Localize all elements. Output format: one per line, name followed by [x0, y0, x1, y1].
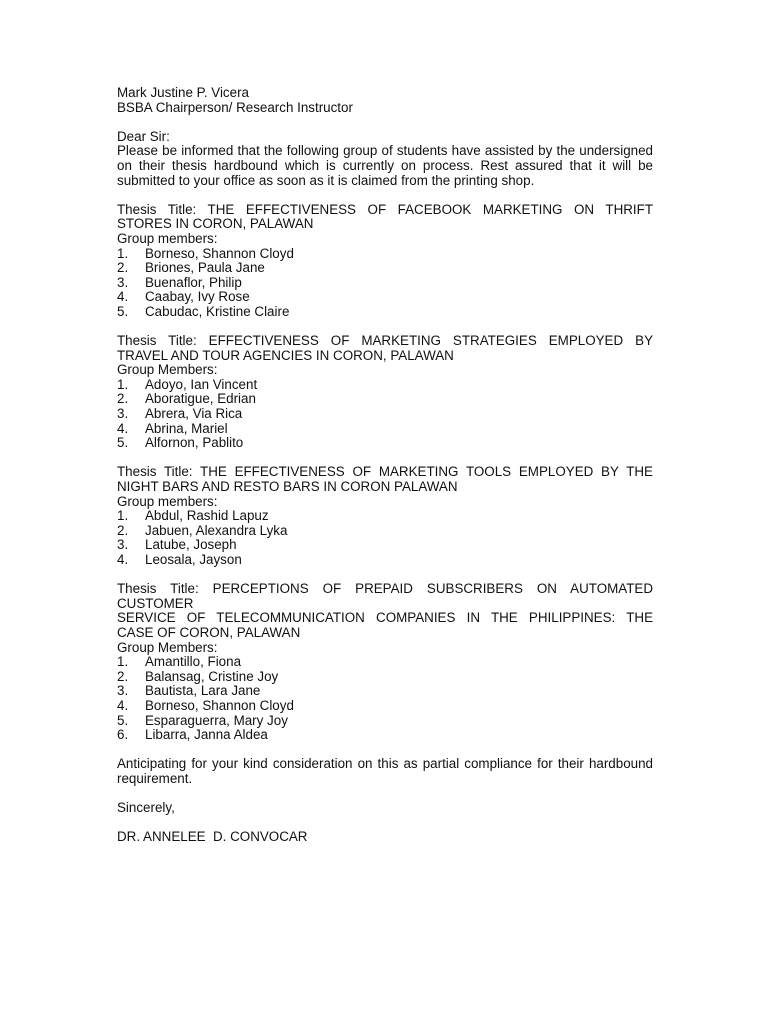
item-number: 4. [117, 552, 129, 567]
member-name: Amantillo, Fiona [145, 654, 242, 670]
item-number: 1. [117, 245, 129, 261]
thesis-section [117, 465, 653, 567]
member-name: Borneso, Shannon Cloyd [145, 245, 294, 261]
list-item [117, 524, 653, 539]
member-name: Bautista, Lara Jane [145, 683, 261, 699]
item-number: 3. [117, 537, 129, 553]
item-number: 6. [117, 727, 129, 743]
recipient-title: BSBA Chairperson/ Research Instructor [117, 99, 353, 115]
list-item [117, 305, 653, 320]
list-item [117, 538, 653, 553]
recipient-name: Mark Justine P. Vicera [117, 85, 249, 100]
list-item [117, 247, 653, 262]
item-number: 2. [117, 668, 129, 684]
member-name: Latube, Joseph [145, 537, 237, 553]
list-item [117, 422, 653, 437]
group-members-label: Group Members: [117, 362, 218, 378]
thesis-section [117, 203, 653, 320]
member-name: Briones, Paula Jane [145, 260, 265, 276]
item-number: 5. [117, 435, 129, 451]
item-number: 1. [117, 654, 129, 670]
member-name: Abrina, Mariel [145, 420, 228, 436]
list-item [117, 699, 653, 714]
thesis-title-line: Thesis Title: THE EFFECTIVENESS OF MARKETING TOOLS EMPLOYED BY THE [117, 464, 653, 480]
item-number: 4. [117, 420, 129, 436]
item-number: 4. [117, 289, 129, 305]
list-item [117, 436, 653, 451]
recipient-block [117, 86, 653, 115]
item-number: 4. [117, 697, 129, 713]
members-list [117, 247, 653, 320]
signatory-name: DR. ANNELEE D. CONVOCAR [117, 829, 308, 845]
thesis-title-line: TRAVEL AND TOUR AGENCIES IN CORON, PALAWAN [117, 347, 454, 363]
spacer [117, 115, 653, 130]
members-list [117, 378, 653, 451]
item-number: 3. [117, 274, 129, 290]
member-name: Alfornon, Pablito [145, 435, 244, 451]
list-item [117, 714, 653, 729]
salutation: Dear Sir: [117, 128, 170, 144]
list-item [117, 407, 653, 422]
member-name: Cabudac, Kristine Claire [145, 303, 290, 319]
thesis-title-line: Thesis Title: THE EFFECTIVENESS OF FACEBOOK MARKETING ON THRIFT [117, 201, 653, 217]
thesis-title-line: CUSTOMER [117, 595, 194, 611]
member-name: Abdul, Rashid Lapuz [145, 508, 269, 524]
list-item [117, 378, 653, 393]
item-number: 5. [117, 712, 129, 728]
thesis-section [117, 582, 653, 743]
list-item [117, 728, 653, 743]
thesis-title-line: CASE OF CORON, PALAWAN [117, 624, 301, 640]
member-name: Buenaflor, Philip [145, 274, 242, 290]
group-members-label: Group Members: [117, 639, 218, 655]
list-item [117, 392, 653, 407]
item-number: 2. [117, 260, 129, 276]
member-name: Jabuen, Alexandra Lyka [145, 522, 288, 538]
list-item [117, 290, 653, 305]
list-item [117, 509, 653, 524]
member-name: Balansag, Cristine Joy [145, 668, 279, 684]
item-number: 3. [117, 406, 129, 422]
signoff: Sincerely, [117, 800, 175, 816]
member-name: Adoyo, Ian Vincent [145, 376, 258, 392]
group-members-label: Group members: [117, 230, 218, 246]
item-number: 2. [117, 522, 129, 538]
list-item [117, 655, 653, 670]
members-list [117, 509, 653, 567]
group-members-label: Group members: [117, 493, 218, 509]
thesis-title-line: Thesis Title: PERCEPTIONS OF PREPAID SUBSCRIBERS ON AUTOMATED [117, 581, 653, 597]
thesis-title-line: NIGHT BARS AND RESTO BARS IN CORON PALAWAN [117, 479, 458, 495]
thesis-section [117, 334, 653, 451]
member-name: Leosala, Jayson [145, 552, 242, 567]
intro-paragraph: Please be informed that the following group of students have assisted by the undersigned on their thesis hardbound which is currently on process. Rest assured that it will be submitted to your office as soon as it is claimed from the printing shop. [117, 143, 657, 188]
member-name: Aboratigue, Edrian [145, 391, 256, 407]
member-name: Esparaguerra, Mary Joy [145, 712, 288, 728]
list-item [117, 276, 653, 291]
list-item [117, 261, 653, 276]
item-number: 3. [117, 683, 129, 699]
list-item [117, 684, 653, 699]
closing-paragraph: Anticipating for your kind consideration on this as partial compliance for their hardbound requirement. [117, 756, 657, 786]
member-name: Abrera, Via Rica [145, 406, 243, 422]
list-item [117, 553, 653, 568]
thesis-title-line: SERVICE OF TELECOMMUNICATION COMPANIES IN THE PHILIPPINES: THE [117, 610, 653, 626]
item-number: 2. [117, 391, 129, 407]
thesis-title-line: STORES IN CORON, PALAWAN [117, 216, 314, 232]
member-name: Libarra, Janna Aldea [145, 727, 268, 743]
item-number: 5. [117, 303, 129, 319]
members-list [117, 655, 653, 743]
member-name: Borneso, Shannon Cloyd [145, 697, 294, 713]
item-number: 1. [117, 376, 129, 392]
letter-page [117, 85, 657, 845]
thesis-title-line: Thesis Title: EFFECTIVENESS OF MARKETING STRATEGIES EMPLOYED BY [117, 333, 653, 349]
list-item [117, 670, 653, 685]
item-number: 1. [117, 508, 129, 524]
member-name: Caabay, Ivy Rose [145, 289, 250, 305]
